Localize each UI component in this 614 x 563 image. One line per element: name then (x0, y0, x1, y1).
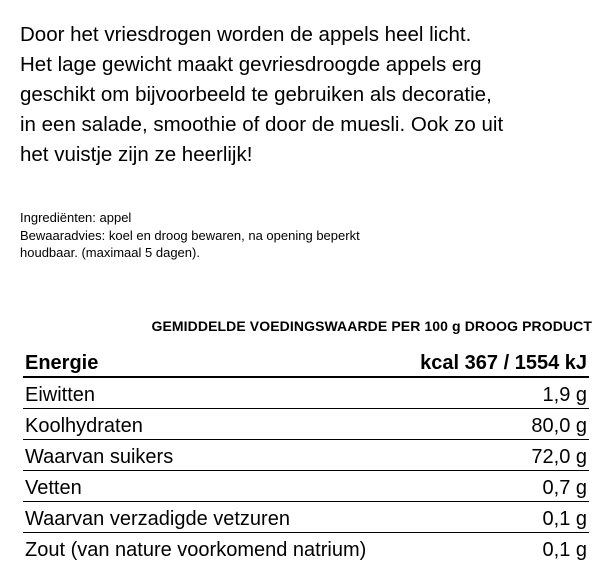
description-line: Het lage gewicht maakt gevriesdroogde appels erg (20, 53, 482, 76)
nutrient-label: Vetten (23, 471, 402, 502)
product-description (20, 20, 600, 170)
nutrient-value: 0,1 g (542, 539, 587, 561)
nutrient-label: Waarvan suikers (23, 440, 402, 471)
nutrient-value: 0,1 g (402, 502, 589, 533)
nutrition-title: GEMIDDELDE VOEDINGSWAARDE PER 100 g DROOG PRODUCT (151, 318, 592, 334)
nutrition-table (23, 348, 589, 563)
nutrient-value: 80,0 g (402, 409, 589, 440)
description-line: het vuistje zijn ze heerlijk! (20, 143, 253, 166)
table-row (23, 377, 589, 409)
nutrient-value: 72,0 g (402, 440, 589, 471)
nutrient-value: kcal 367 / 1554 kJ (402, 348, 589, 377)
table-row (23, 471, 589, 502)
storage-advice-text: houdbaar. (maximaal 5 dagen). (20, 245, 200, 260)
storage-advice-text: Bewaaradvies: koel en droog bewaren, na opening beperkt (20, 227, 360, 243)
nutrient-label: Koolhydraten (23, 409, 402, 440)
description-line: in een salade, smoothie of door de muesli. Ook zo uit (20, 113, 504, 136)
nutrient-label: Eiwitten (23, 377, 402, 409)
nutrient-label: Waarvan verzadigde vetzuren (23, 502, 402, 533)
nutrient-value: 1,9 g (402, 377, 589, 409)
ingredients-text: Ingrediënten: appel (20, 210, 132, 225)
nutrient-value: 0,7 g (402, 471, 589, 502)
product-info (20, 209, 600, 262)
nutrient-label: Zout (van nature voorkomend natrium) (25, 539, 367, 561)
table-row (23, 502, 589, 533)
nutrient-label: Energie (23, 348, 402, 377)
table-row (23, 440, 589, 471)
description-line: Door het vriesdrogen worden de appels heel licht. (20, 23, 472, 46)
nutrition-header-row (23, 348, 589, 377)
table-row (23, 533, 589, 563)
description-line: geschikt om bijvoorbeeld te gebruiken als decoratie, (20, 83, 492, 106)
table-row (23, 409, 589, 440)
